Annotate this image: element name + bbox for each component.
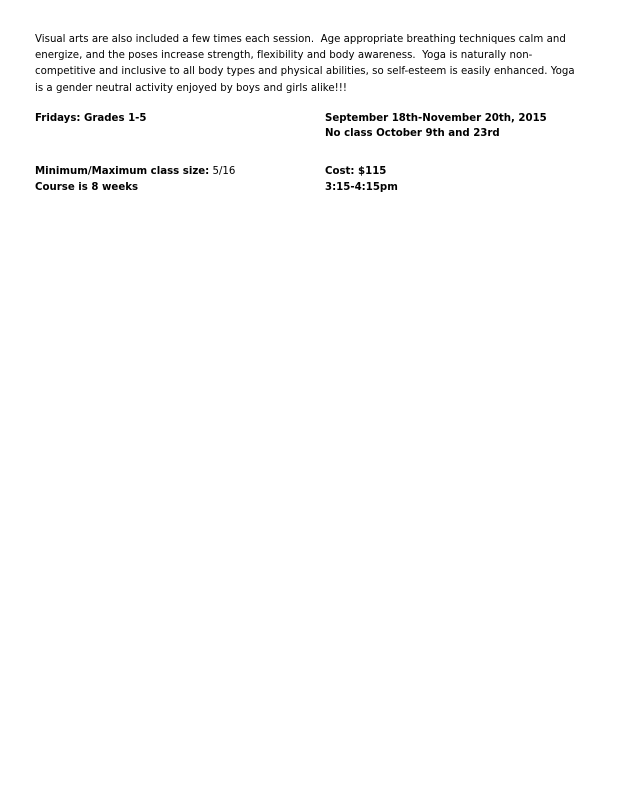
details-row-class-size bbox=[35, 164, 580, 180]
details-row-duration bbox=[35, 180, 580, 196]
details-row-schedule bbox=[35, 111, 580, 127]
course-details bbox=[35, 111, 580, 195]
body-paragraph: Visual arts are also included a few times each session. Age appropriate breathing techniques calm and energize, and the poses increase strength, flexibility and body awareness. Yoga is naturally non-competitive and inclusive to all body types and physical abilities, so self-esteem is easily enhanced. Yoga is a gender neutral activity enjoyed by boys and girls alike!!! bbox=[35, 34, 578, 94]
day-and-grades: Fridays: Grades 1-5 bbox=[35, 112, 147, 124]
details-spacer bbox=[35, 142, 580, 164]
session-dates: September 18th-November 20th, 2015 bbox=[325, 112, 547, 124]
spacer-cell bbox=[35, 126, 325, 142]
class-size-label: Minimum/Maximum class size: bbox=[35, 166, 210, 177]
class-size-value: 5/16 bbox=[209, 166, 236, 177]
no-class-note: No class October 9th and 23rd bbox=[325, 128, 500, 140]
class-time: 3:15-4:15pm bbox=[325, 181, 398, 193]
class-size bbox=[35, 164, 325, 180]
details-row-no-class bbox=[35, 126, 580, 142]
cost: Cost: $115 bbox=[325, 166, 387, 177]
document-content bbox=[35, 32, 580, 195]
course-length: Course is 8 weeks bbox=[35, 181, 139, 193]
